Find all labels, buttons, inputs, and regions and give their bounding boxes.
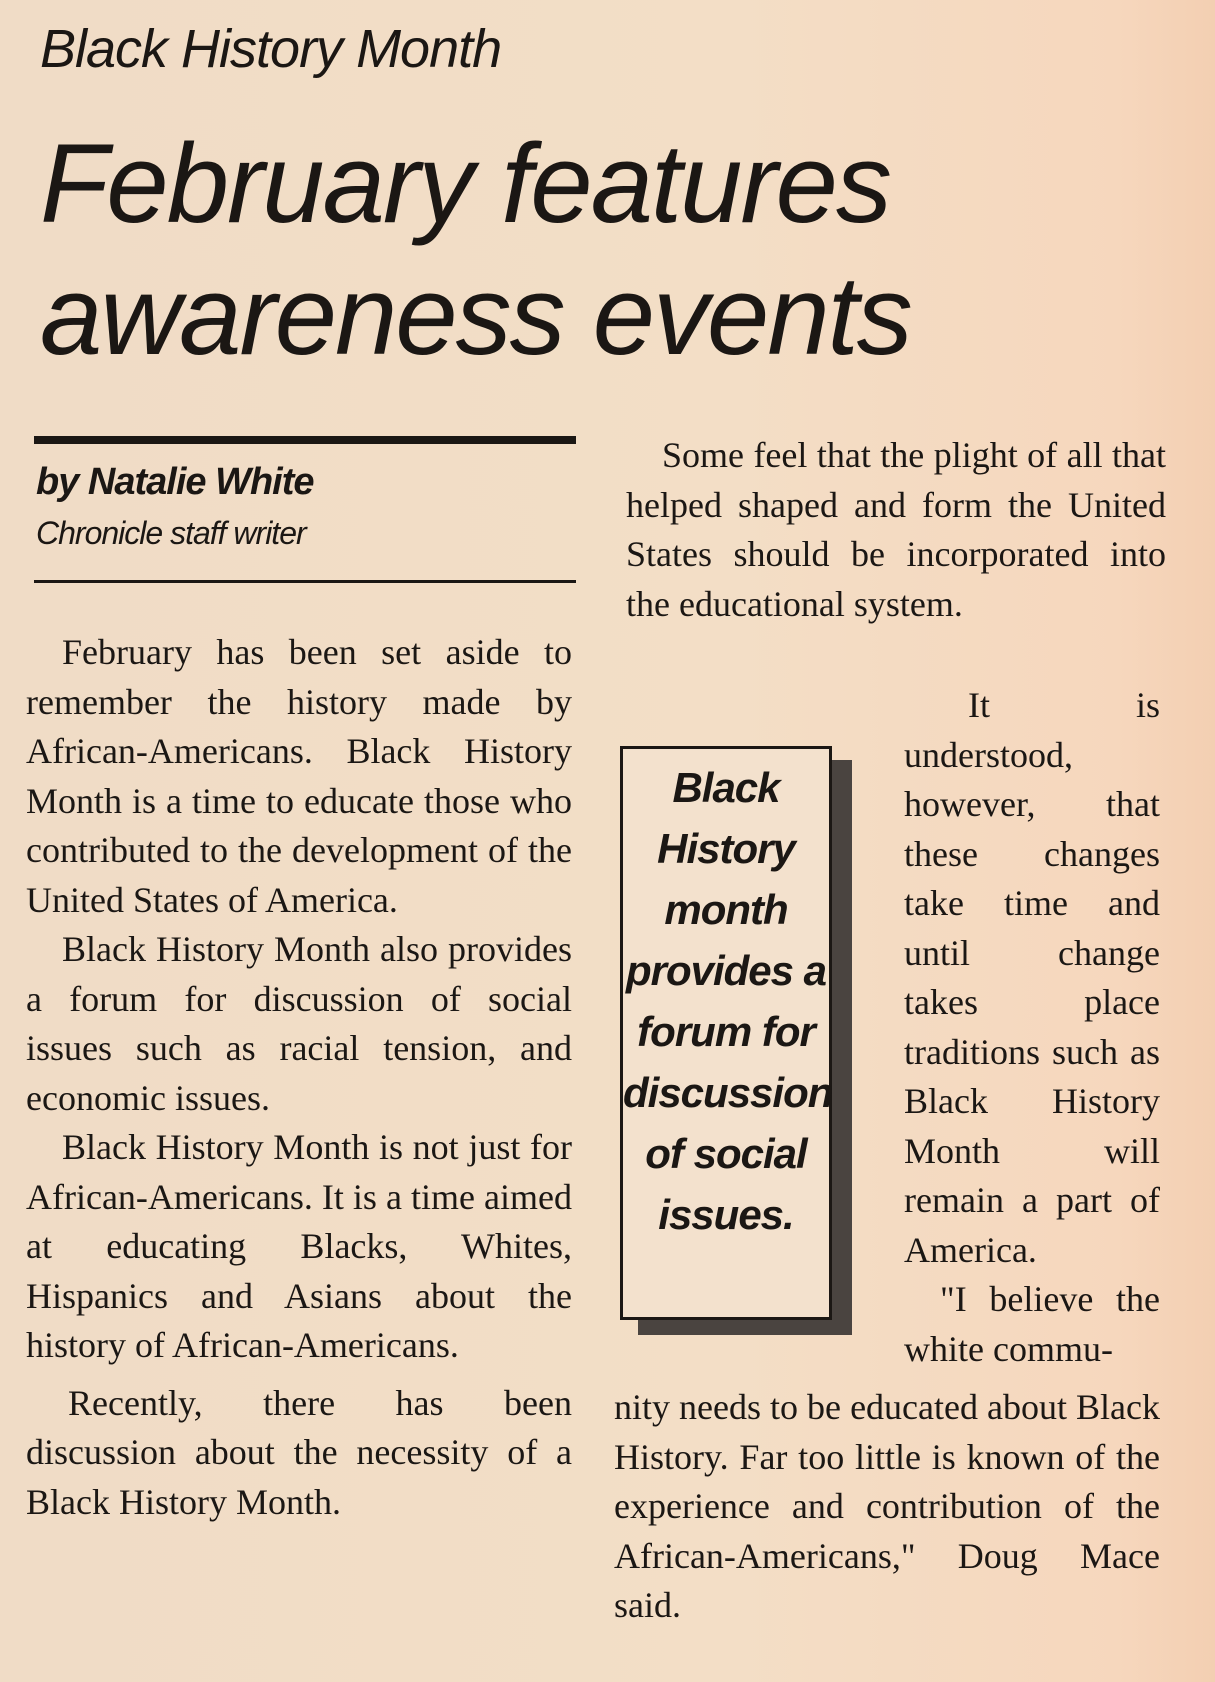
paragraph: Black History Month also provides a forum for discussion of social issues such as racial tension, and economic issues. bbox=[26, 929, 572, 1118]
article-column-right-bottom bbox=[614, 1383, 1160, 1631]
byline-top-rule bbox=[34, 436, 576, 444]
section-kicker: Black History Month bbox=[40, 19, 502, 79]
paragraph: Black History Month is not just for African-Americans. It is a time aimed at educating Blacks, Whites, Hispanics and Asians about the history of African-Americans. bbox=[26, 1127, 572, 1365]
paragraph: February has been set aside to remember the history made by African-Americans. Black History Month is a time to educate those who contributed to the development of the United States of America. bbox=[26, 632, 572, 920]
headline: February features awareness events bbox=[40, 121, 911, 378]
byline-bottom-rule bbox=[34, 580, 576, 583]
byline-role: Chronicle staff writer bbox=[36, 515, 306, 551]
pullquote: Black History month provides a forum for discussion of social issues. bbox=[620, 746, 832, 1320]
paragraph: nity needs to be educated about Black History. Far too little is known of the experience and contribution of the African-Americans," Doug Mace said. bbox=[614, 1387, 1160, 1625]
byline: by Natalie White bbox=[36, 461, 314, 503]
article-column-left bbox=[26, 628, 572, 1527]
paragraph: Some feel that the plight of all that helped shaped and form the United States should be incorporated into the educational system. bbox=[626, 435, 1166, 624]
paragraph: "I believe the white commu- bbox=[904, 1279, 1160, 1369]
paragraph: It is understood, however, that these changes take time and until change takes place traditions such as Black History Month will remain a part of America. bbox=[904, 685, 1160, 1270]
paragraph: Recently, there has been discussion about the necessity of a Black History Month. bbox=[26, 1382, 572, 1522]
article-column-right-wrap bbox=[904, 681, 1160, 1374]
article-column-right-top bbox=[626, 431, 1166, 629]
